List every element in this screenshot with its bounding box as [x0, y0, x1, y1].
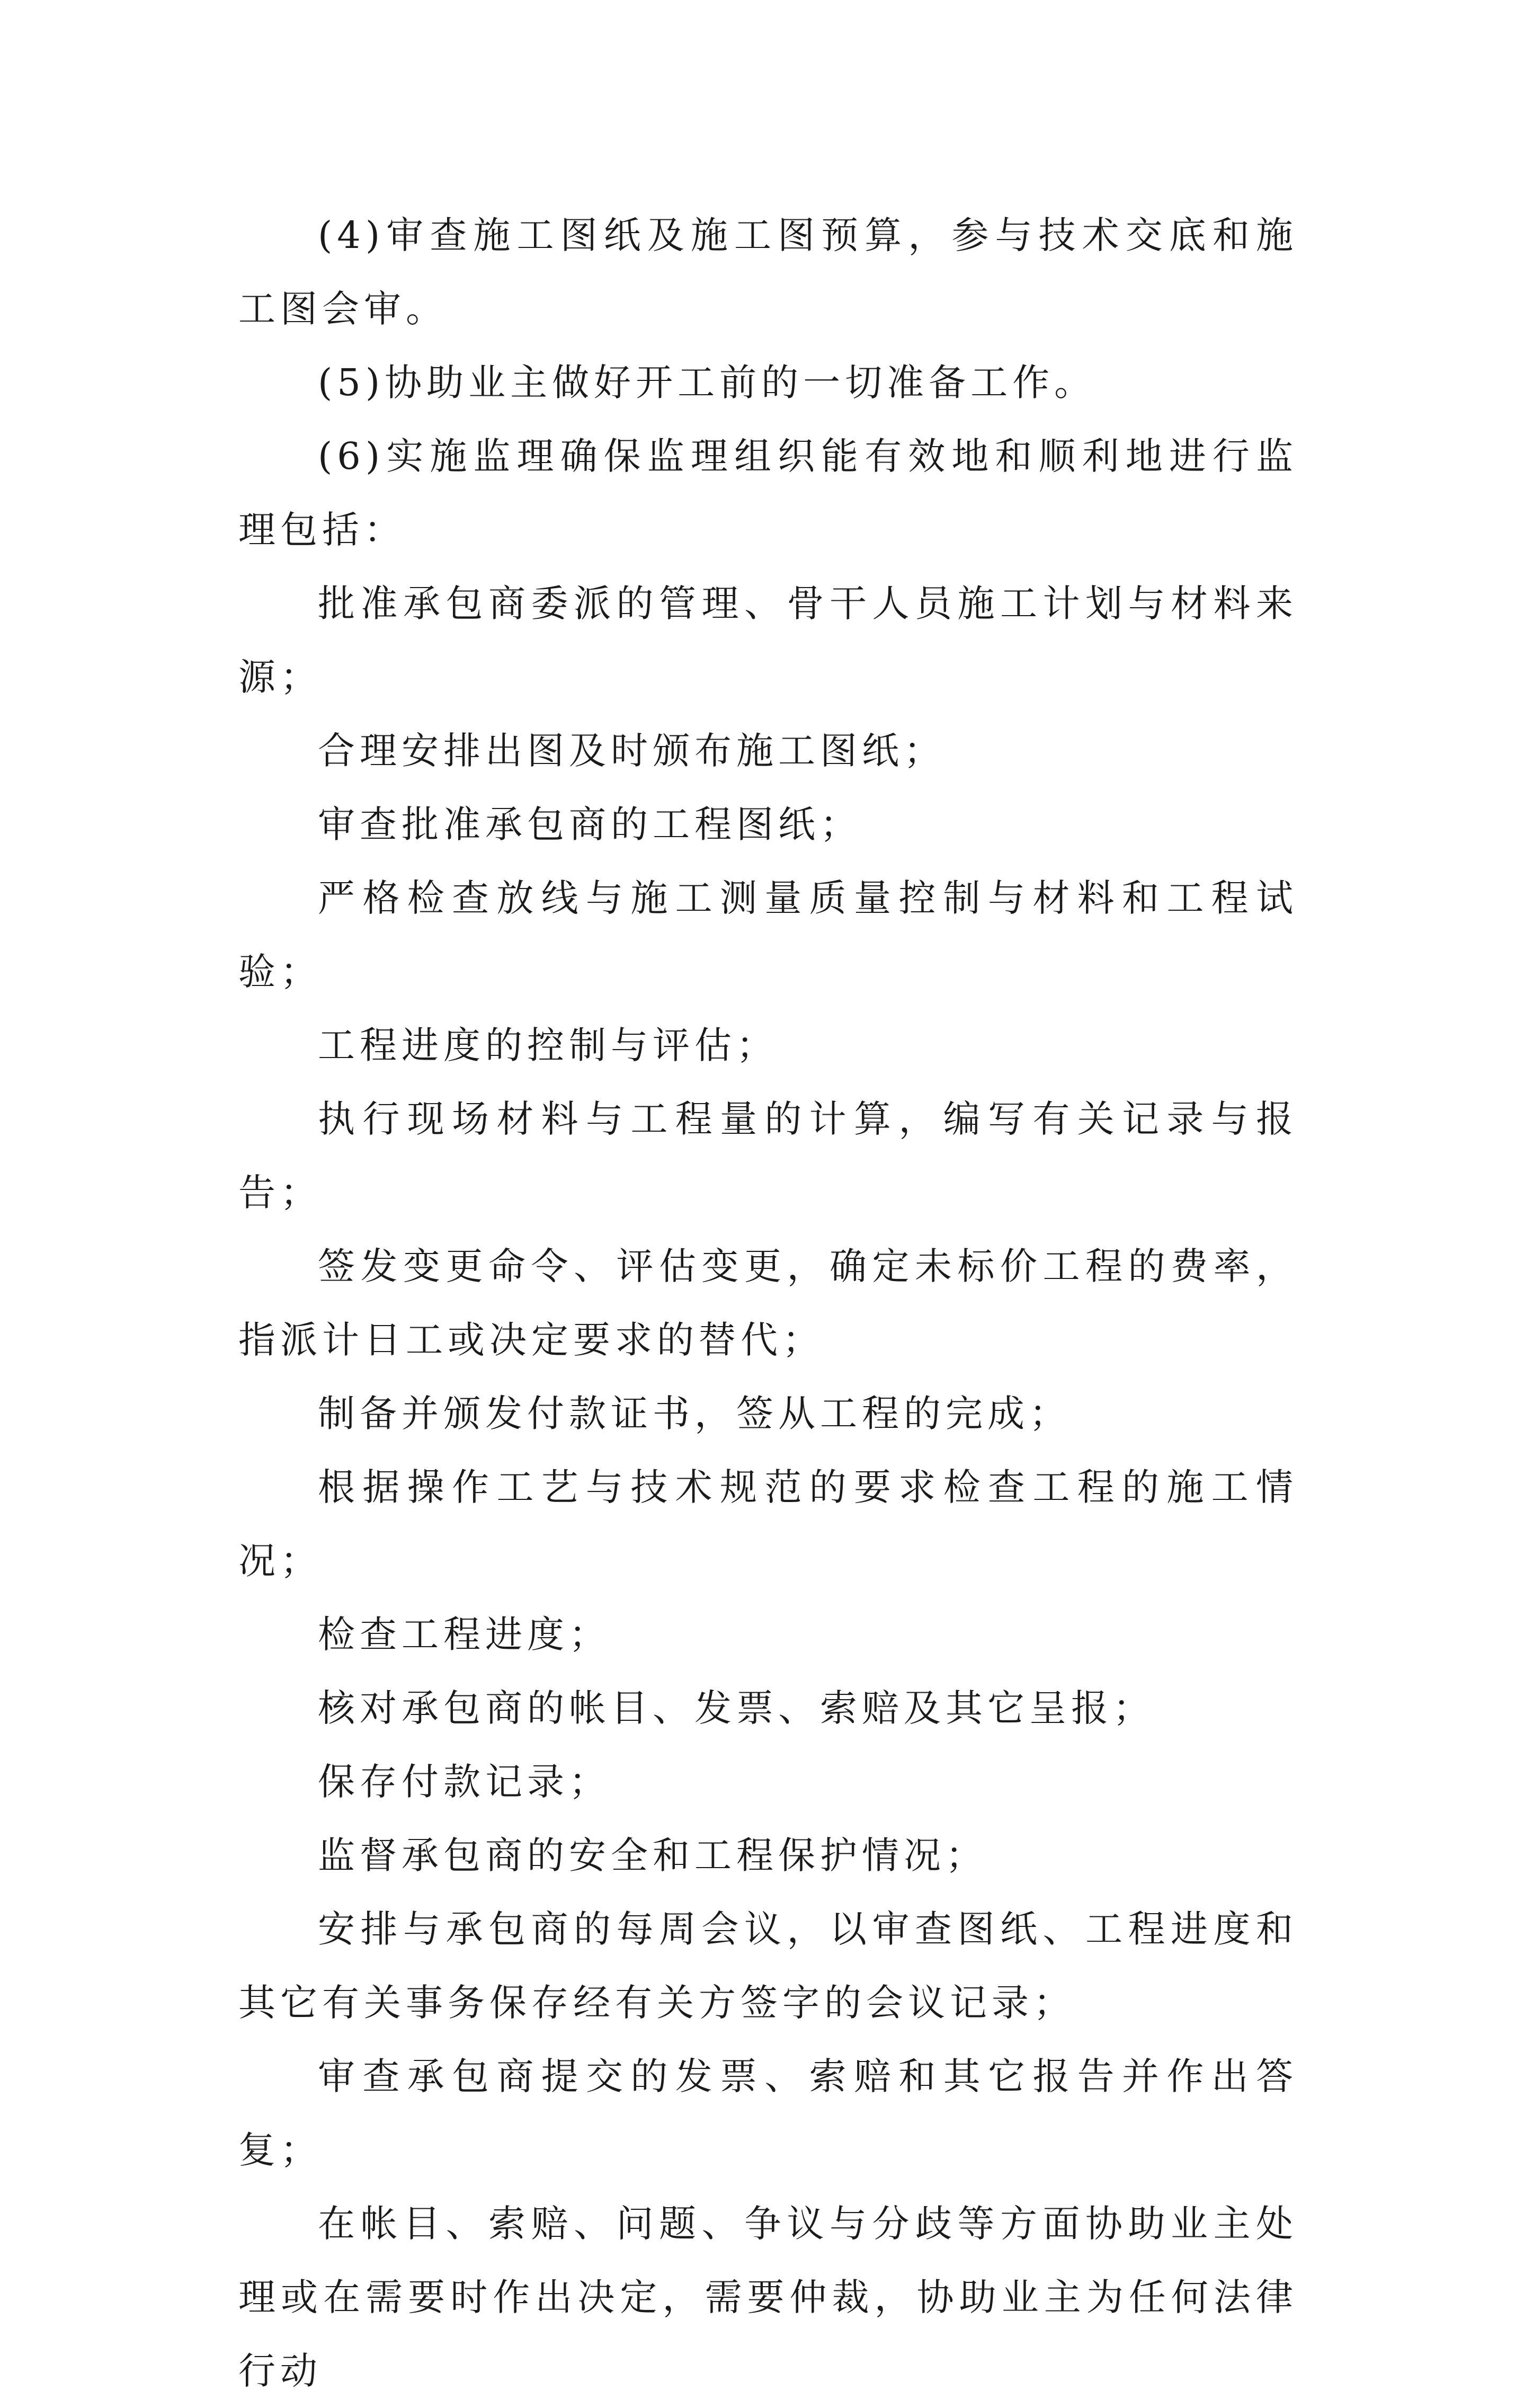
- list-item: 批准承包商委派的管理、骨干人员施工计划与材料来源；: [238, 582, 1298, 699]
- list-item: 安排与承包商的每周会议，以审查图纸、工程进度和其它有关事务保存经有关方签字的会议记录；: [238, 1907, 1298, 2024]
- list-item: 监督承包商的安全和工程保护情况；: [318, 1834, 987, 1877]
- list-item: 审查批准承包商的工程图纸；: [318, 803, 862, 846]
- list-item: 执行现场材料与工程量的计算，编写有关记录与报告；: [238, 1097, 1298, 1214]
- document-body: [238, 199, 1298, 2408]
- list-item: 审查承包商提交的发票、索赔和其它报告并作出答复；: [238, 2055, 1298, 2172]
- paragraph-item-6: (6)实施监理确保监理组织能有效地和顺利地进行监理包括：: [238, 434, 1298, 552]
- paragraph-item-4: (4)审查施工图纸及施工图预算，参与技术交底和施工图会审。: [238, 214, 1298, 331]
- list-item: 检查工程进度；: [318, 1613, 611, 1656]
- list-item: 核对承包商的帐目、发票、索赔及其它呈报；: [318, 1686, 1155, 1730]
- list-item: 在帐目、索赔、问题、争议与分歧等方面协助业主处理或在需要时作出决定，需要仲裁，协助业主为任何法律行动: [238, 2202, 1298, 2393]
- list-item: 工程进度的控制与评估；: [318, 1024, 778, 1067]
- list-item: 保存付款记录；: [318, 1760, 611, 1803]
- list-item: 根据操作工艺与技术规范的要求检查工程的施工情况；: [238, 1465, 1298, 1583]
- list-item: 制备并颁发付款证书，签从工程的完成；: [318, 1392, 1071, 1435]
- list-item: 严格检查放线与施工测量质量控制与材料和工程试验；: [238, 876, 1298, 993]
- list-item: 签发变更命令、评估变更，确定未标价工程的费率，指派计日工或决定要求的替代；: [238, 1245, 1298, 1362]
- list-item: 合理安排出图及时颁布施工图纸；: [318, 729, 946, 772]
- paragraph-item-5: (5)协助业主做好开工前的一切准备工作。: [318, 361, 1097, 404]
